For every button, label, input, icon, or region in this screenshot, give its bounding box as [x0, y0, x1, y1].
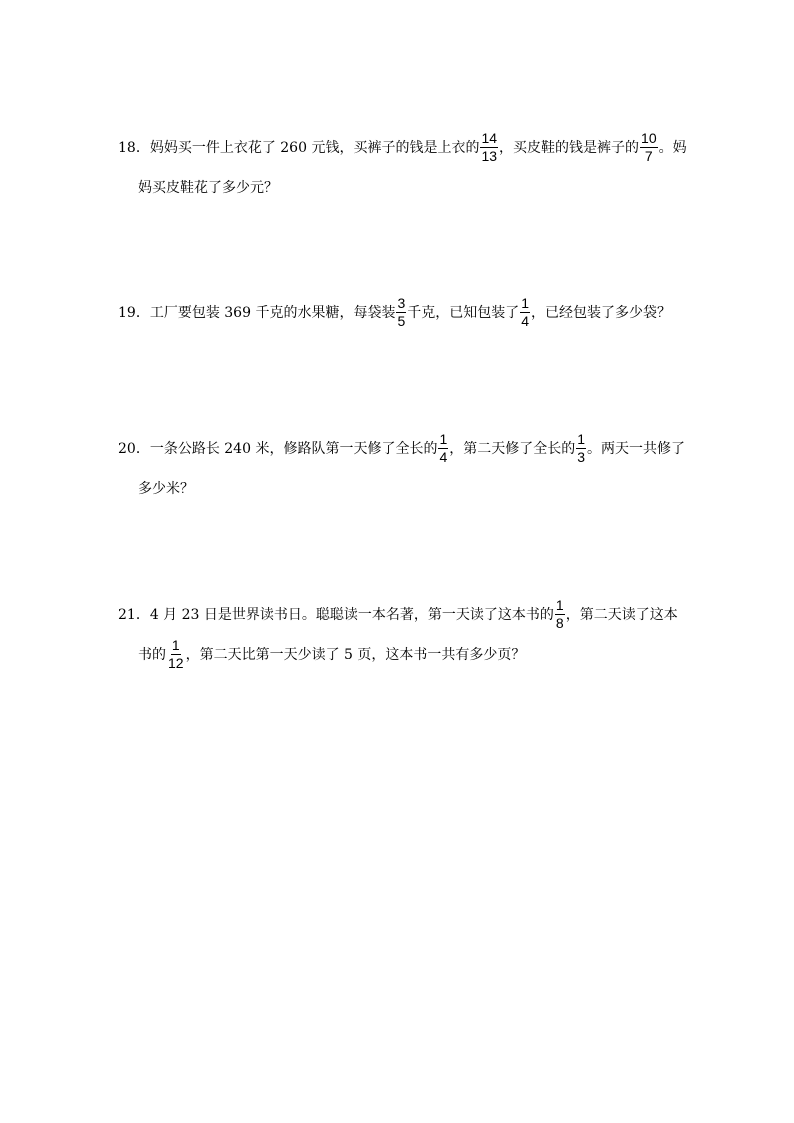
problem-20: [118, 430, 686, 505]
numerator: 1: [171, 636, 180, 653]
numerator: 10: [641, 129, 657, 146]
problem-text: ，买皮鞋的钱是裤子的: [499, 140, 640, 156]
problem-text: ，第二天比第一天少读了 5 页，这本书一共有多少页？: [185, 647, 526, 663]
denominator: 3: [577, 448, 586, 465]
numerator: 3: [397, 294, 406, 311]
fraction: [438, 432, 448, 465]
fraction: [480, 131, 498, 164]
numerator: 1: [439, 430, 448, 447]
problem-18-line-2: [118, 170, 678, 204]
problem-text: 工厂要包装 369 千克的水果糖，每袋装: [149, 305, 396, 321]
denominator: 8: [555, 614, 564, 631]
problem-number: 18．: [118, 140, 150, 156]
problem-19-line-1: [118, 295, 678, 329]
problem-text: 书的: [138, 647, 166, 663]
problem-text: 4 月 23 日是世界读书日。聪聪读一本名著，第一天读了这本书的: [149, 607, 554, 623]
problem-21: [118, 597, 678, 671]
problem-21-line-1: [118, 597, 678, 631]
denominator: 12: [168, 654, 184, 671]
numerator: 1: [555, 596, 564, 613]
problem-text: 妈买皮鞋花了多少元？: [138, 180, 278, 196]
denominator: 5: [397, 312, 406, 329]
denominator: 4: [439, 448, 448, 465]
denominator: 13: [481, 147, 498, 164]
problem-text: ，第二天读了这本: [565, 607, 678, 623]
numerator: 1: [521, 294, 530, 311]
numerator: 14: [481, 129, 498, 146]
fraction: [396, 296, 406, 329]
problem-text: 妈妈买一件上衣花了 260 元钱，买裤子的钱是上衣的: [149, 140, 480, 156]
denominator: 7: [644, 147, 653, 164]
problem-text: ，第二天修了全长的: [449, 441, 576, 457]
problem-18-line-1: [118, 129, 687, 164]
problem-text: 千克，已知包装了: [407, 305, 520, 321]
fraction: [167, 638, 185, 671]
problem-text: 。两天一共修了: [587, 441, 686, 457]
problem-19: [118, 295, 678, 329]
problem-number: 20．: [118, 441, 150, 457]
problem-20-line-2: [118, 471, 678, 505]
fraction: [640, 131, 658, 164]
problem-18: [118, 129, 687, 204]
fraction: [520, 296, 530, 329]
problem-number: 21．: [118, 607, 150, 623]
problem-text: 。妈: [658, 140, 687, 156]
problem-text: ，已经包装了多少袋？: [531, 305, 672, 321]
fraction: [576, 432, 586, 465]
problem-text: 多少米？: [138, 481, 194, 497]
fraction: [555, 598, 565, 631]
problem-21-line-2: [118, 637, 678, 671]
problem-number: 19．: [118, 305, 150, 321]
problem-20-line-1: [118, 430, 686, 465]
numerator: 1: [577, 430, 586, 447]
problem-text: 一条公路长 240 米，修路队第一天修了全长的: [149, 441, 438, 457]
denominator: 4: [521, 312, 530, 329]
